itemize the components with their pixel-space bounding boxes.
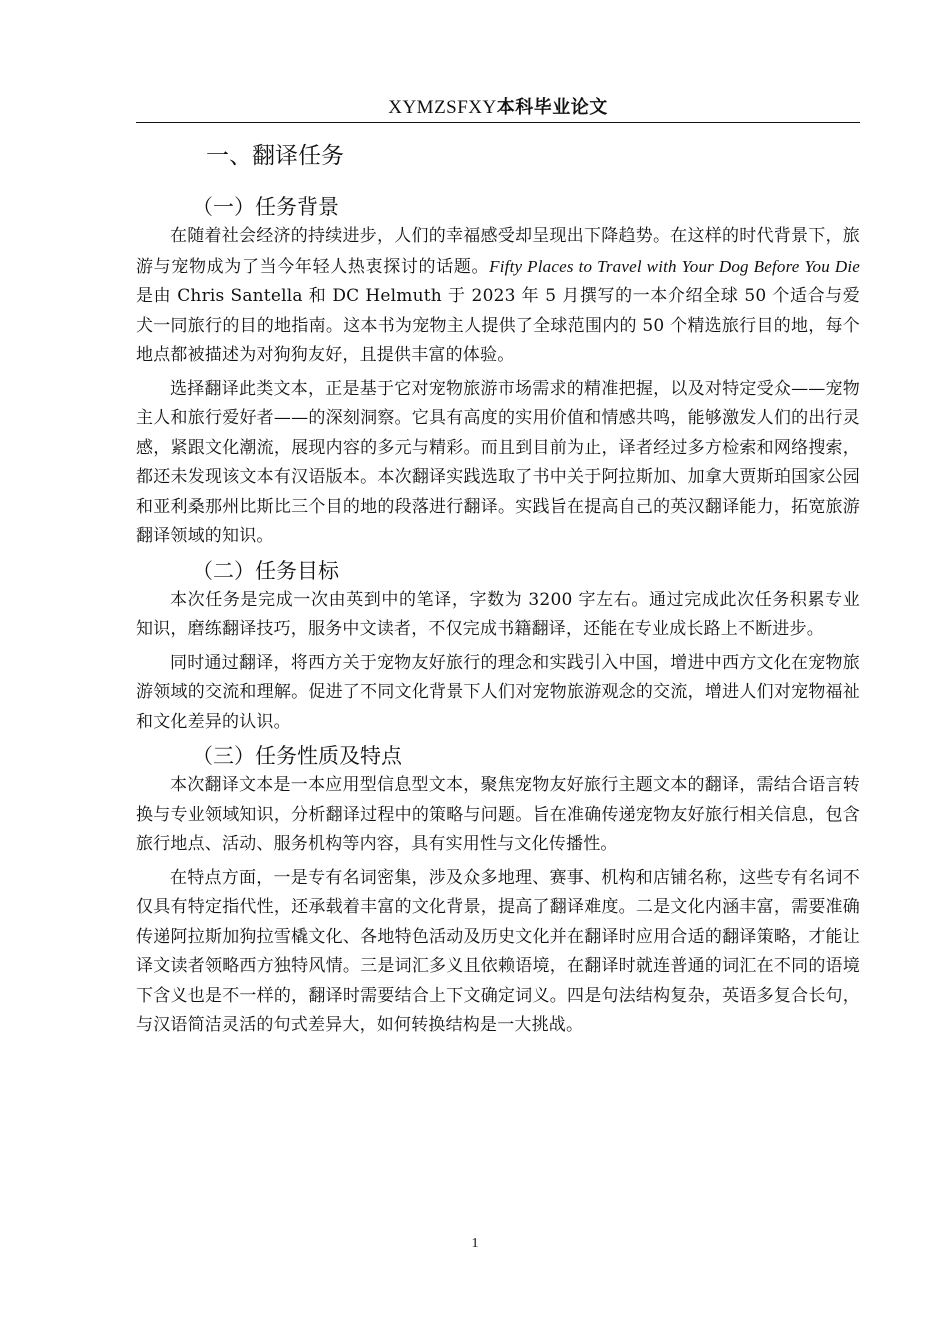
header-title: 本科毕业论文 [496,97,608,118]
paragraph: 在特点方面，一是专有名词密集，涉及众多地理、赛事、机构和店铺名称，这些专有名词不仅具有特定指代性，还承载着丰富的文化背景，提高了翻译难度。二是文化内涵丰富，需要准确传递阿拉斯加狗拉雪橇文化、各地特色活动及历史文化并在翻译时应用合适的翻译策略，才能让译文读者领略西方独特风情。三是词汇多义且依赖语境，在翻译时就连普通的词汇在不同的语境下含义也是不一样的，翻译时需要结合上下文确定词义。四是句法结构复杂，英语多复合长句，与汉语简洁灵活的句式差异大，如何转换结构是一大挑战。 [136,867,860,1035]
paragraph: 选择翻译此类文本，正是基于它对宠物旅游市场需求的精准把握，以及对特定受众——宠物主人和旅行爱好者——的深刻洞察。它具有高度的实用价值和情感共鸣，能够激发人们的出行灵感，紧跟文化潮流，展现内容的多元与精彩。而且到目前为止，译者经过多方检索和网络搜索，都还未发现该文本有汉语版本。本次翻译实践选取了书中关于阿拉斯加、加拿大贾斯珀国家公园和亚利桑那州比斯比三个目的地的段落进行翻译。实践旨在提高自己的英汉翻译能力，拓宽旅游翻译领域的知识。 [136,378,860,546]
chapter-title: 一、翻译任务 [206,143,344,169]
running-header [136,92,860,123]
paragraph [136,222,860,371]
paragraph-text: 是由 Chris Santella 和 DC Helmuth 于 2023 年 5 月撰写的一本介绍全球 50 个适合与爱犬一同旅行的目的地指南。这本书为宠物主人提供了全球范围内的 50 个精选旅行目的地，每个地点都被描述为对狗狗友好，且提供丰富的体验。 [136,286,860,365]
page-number: 1 [471,1236,479,1251]
paragraph: 本次任务是完成一次由英到中的笔译，字数为 3200 字左右。通过完成此次任务积累专业知识，磨练翻译技巧，服务中文读者，不仅完成书籍翻译，还能在专业成长路上不断进步。 [136,589,860,639]
book-title: Fifty Places to Travel with Your Dog Before You Die [489,256,860,276]
section-heading: （一）任务背景 [192,195,339,219]
paragraph: 本次翻译文本是一本应用型信息型文本，聚焦宠物友好旅行主题文本的翻译，需结合语言转换与专业领域知识，分析翻译过程中的策略与问题。旨在准确传递宠物友好旅行相关信息，包含旅行地点、活动、服务机构等内容，具有实用性与文化传播性。 [136,775,860,854]
document-body [136,138,860,1045]
paragraph-text: 在随着社会经济的持续进步，人们的幸福感受却呈现出下降趋势。在这样的时代背景下，旅游与宠物成为了当今年轻人热衷探讨的话题。 [136,226,860,277]
header-code: XYMZSFXY [388,97,497,118]
paragraph: 同时通过翻译，将西方关于宠物友好旅行的理念和实践引入中国，增进中西方文化在宠物旅游领域的交流和理解。促进了不同文化背景下人们对宠物旅游观念的交流，增进人们对宠物福祉和文化差异的认识。 [136,652,860,732]
section-heading: （二）任务目标 [192,558,339,583]
section-heading: （三）任务性质及特点 [192,744,402,768]
